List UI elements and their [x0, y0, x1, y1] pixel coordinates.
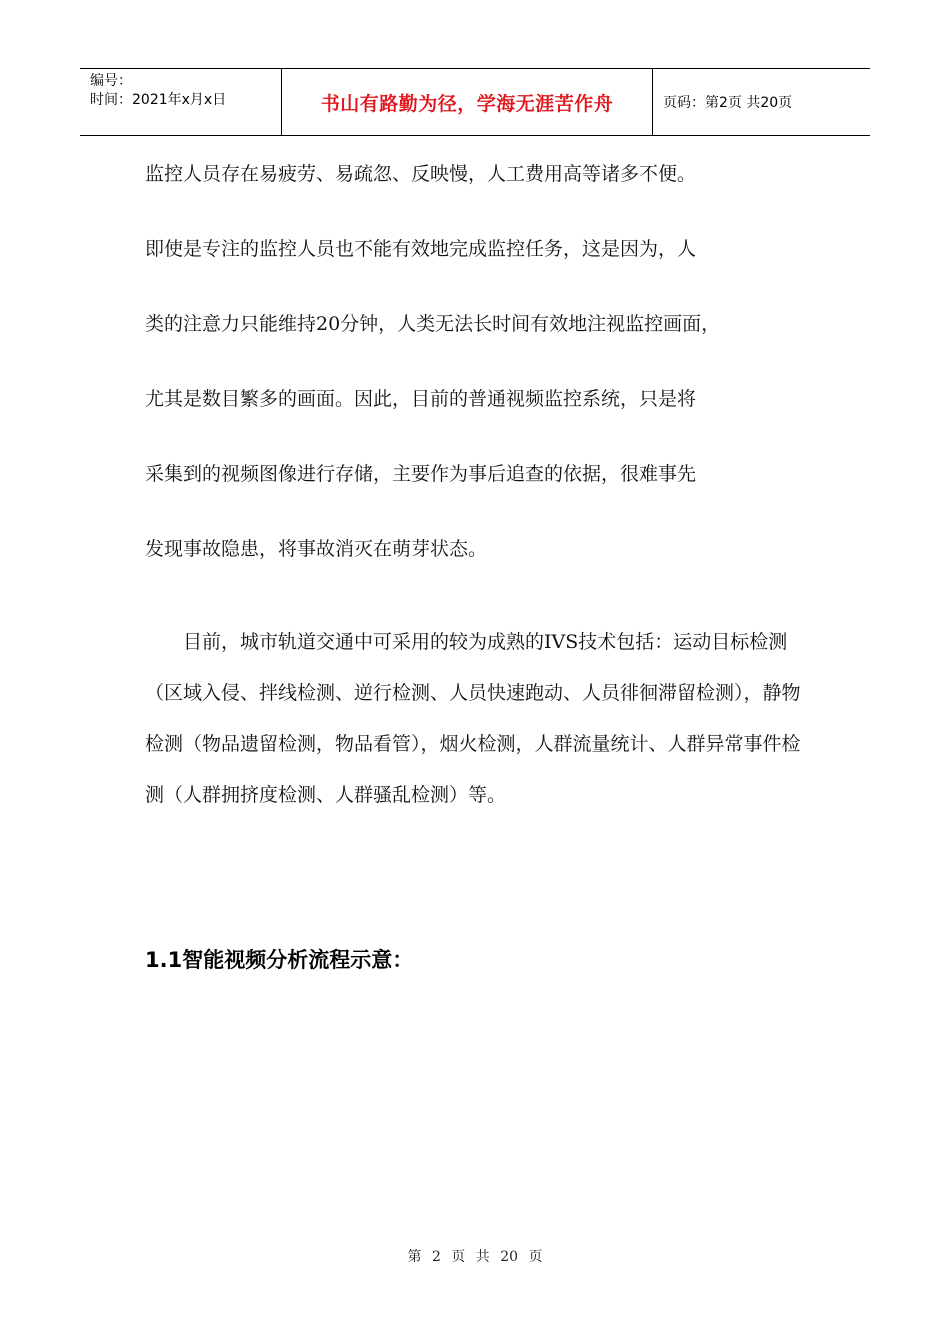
paragraph-1-line: 采集到的视频图像进行存储，主要作为事后追查的依据，很难事先	[145, 463, 697, 485]
paragraph-1-line: 尤其是数目繁多的画面。因此，目前的普通视频监控系统，只是将	[145, 388, 697, 410]
paragraph-1-line: 即使是专注的监控人员也不能有效地完成监控任务，这是因为，人	[145, 238, 697, 260]
header-left-cell	[80, 69, 281, 135]
page-footer: 第 2 页 共 20 页	[407, 1249, 543, 1265]
page-header	[80, 68, 870, 136]
paragraph-1	[145, 150, 810, 600]
paragraph-1-line: 类的注意力只能维持20分钟，人类无法长时间有效地注视监控画面，	[145, 313, 721, 335]
document-number-label: 编号：	[90, 73, 132, 89]
paragraph-2-block	[145, 617, 810, 821]
paragraph-1-line: 发现事故隐患，将事故消灭在萌芽状态。	[145, 538, 488, 560]
document-date: 时间：2021年x月x日	[90, 92, 227, 108]
paragraph-2: 目前，城市轨道交通中可采用的较为成熟的IVS技术包括：运动目标检测（区域入侵、拌线检测、逆行检测、人员快速跑动、人员徘徊滞留检测），静物检测（物品遗留检测，物品看管），烟火检测，人群流量统计、人群异常事件检测（人群拥挤度检测、人群骚乱检测）等。	[145, 631, 801, 806]
header-motto: 书山有路勤为径，学海无涯苦作舟	[281, 69, 653, 135]
section-heading: 1.1智能视频分析流程示意：	[145, 948, 414, 972]
header-page-info: 页码：第2页 共20页	[663, 95, 793, 111]
paragraph-1-line: 监控人员存在易疲劳、易疏忽、反映慢，人工费用高等诸多不便。	[145, 163, 697, 185]
